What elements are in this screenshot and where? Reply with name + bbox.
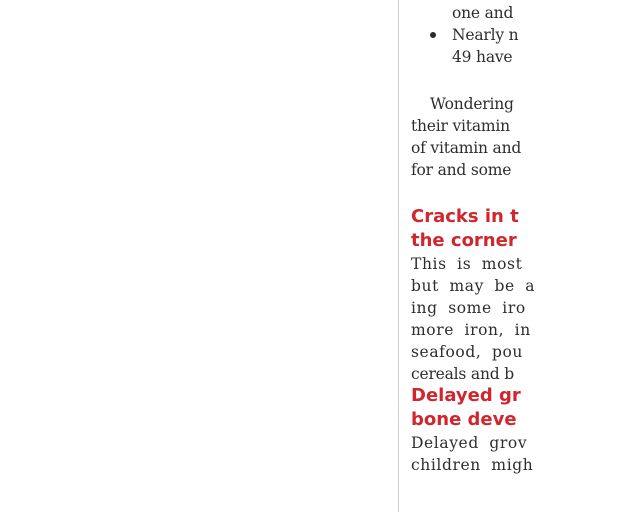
section-body-line: This is most (411, 255, 523, 273)
paragraph-line: of vitamin and (411, 139, 522, 157)
paragraph-line: their vitamin (411, 117, 510, 135)
section-body-line: children migh (411, 456, 534, 474)
list-item-2-text: 49 have (452, 48, 513, 66)
article-column (411, 0, 536, 512)
bullet-icon (430, 32, 436, 38)
section-body-line: cereals and b (411, 365, 514, 383)
section-heading: Cracks in t (411, 206, 519, 227)
section-body-line: Delayed grov (411, 434, 528, 452)
section-heading: the corner (411, 230, 517, 251)
paragraph-line: for and some (411, 161, 512, 179)
list-item-1-text: one and (452, 4, 514, 22)
section-heading: Delayed gr (411, 385, 521, 406)
list-item-2-text: Nearly n (452, 26, 519, 44)
section-heading: bone deve (411, 409, 517, 430)
column-divider (398, 0, 399, 512)
section-body-line: ing some iro (411, 299, 526, 317)
section-body-line: but may be a (411, 277, 536, 295)
section-body-line: more iron, in (411, 321, 531, 339)
paragraph-line: Wondering (430, 95, 514, 113)
section-body-line: seafood, pou (411, 343, 523, 361)
